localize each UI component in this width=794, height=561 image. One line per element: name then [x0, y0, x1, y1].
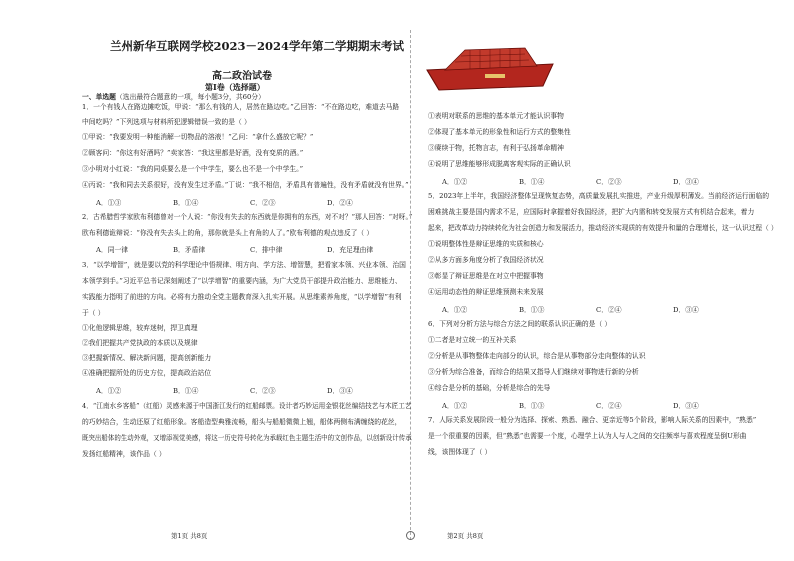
option-c[interactable]: C．②③	[250, 199, 276, 207]
q1-line: ③小明对小红说：“我的同桌要么是一个中学生，要么也不是一个中学生。”	[82, 165, 304, 173]
page-number-right: 第2页 共8页	[447, 532, 484, 540]
q5-line: ③彰显了辩证思维是在对立中把握事物	[428, 272, 544, 280]
q1-line: 1．一个有钱人在路边摊吃饭，甲说：“那么有钱的人，居然在路边吃。”乙回答：“不在路边吃，难道去马路	[82, 103, 400, 111]
q6-line: 6．下列对分析方法与综合方法之间的联系认识正确的是（ ）	[428, 320, 612, 328]
q3-line: 本领学到手。”习近平总书记深刻阐述了“以学增智”的重要内涵，为广大党员干部提升政治能力、思维能力、	[82, 277, 402, 285]
option-d[interactable]: D．③④	[673, 178, 699, 186]
q7-line: 7．人际关系发展阶段一般分为选择、探索、熟悉、融合、更亲近等5个阶段，影响人际关系的因素中，“熟悉”	[428, 416, 757, 424]
q3-line: ③把握新情况、解决新问题，提高创新能力	[82, 354, 212, 362]
option-c[interactable]: C．②④	[596, 306, 622, 314]
q4-line: 发扬红船精神，该作品（ ）	[82, 450, 166, 458]
q1-line: ②顾客问：“你这有好酒吗？”卖家答：“我这里都是好酒，没有变质的酒。”	[82, 149, 304, 157]
q7-line: 是一个很重要的因素，但“熟悉”也需要一个度，心理学上认为人与人之间的交往频率与喜欢程度呈倒U形曲	[428, 432, 747, 440]
q4-statement: ③赓续于物，托物言志，有利于弘扬革命精神	[428, 144, 564, 152]
q4-line: 4．“江南水乡客船”（红船）灵感来源于中国浙江发行的红船邮票。设计者巧妙运用金银花丝编结技艺与木匠工艺	[82, 402, 412, 410]
q1-options	[96, 197, 404, 207]
option-b[interactable]: B．①③	[519, 306, 545, 314]
option-d[interactable]: D．③④	[673, 402, 699, 410]
q4-line: 的巧妙结合，生动还原了红船形象。客船造型典雅流畅，船头与船船微微上翘，船体两侧布满缠绕的花丝，	[82, 418, 402, 426]
q4-statement: ④说明了思维能够形成脱离客观实际的正确认识	[428, 160, 571, 168]
option-b[interactable]: B．①④	[173, 199, 199, 207]
option-a[interactable]: A．同一律	[96, 246, 129, 254]
q5-line: 起来，把改革动力持续转化为社会创造力和发展活力，推动经济实现质的有效提升和量的合理增长，这一认识过程（ ）	[428, 224, 778, 232]
option-a[interactable]: A．①②	[442, 402, 468, 410]
option-b[interactable]: B．①③	[519, 402, 545, 410]
option-d[interactable]: D．充足理由律	[327, 246, 374, 254]
q5-line: 困难挑战主要是国内需求不足，应国际时拿握着好我国经济，把扩大内需和转变发展方式有机结合起来，着力	[428, 208, 755, 216]
section-heading-note: （选出最符合题意的一项，每小题3分，共60分）	[115, 93, 265, 101]
q3-line: 于（ ）	[82, 309, 105, 317]
section-heading-label: 一、单选题	[82, 93, 116, 101]
exam-title: 兰州新华互联网学校2023－2024学年第二学期期末考试	[110, 39, 405, 53]
q5-options	[442, 304, 750, 314]
option-d[interactable]: D．③④	[673, 306, 699, 314]
q5-line: 5．2023年上半年，我国经济整体呈现恢复态势，高质量发展扎实推进，产业升级厚积薄发。当前经济运行面临的	[428, 192, 770, 200]
q1-line: ①甲说：“我要发明一种能消解一切物品的溶液！”乙问：“拿什么盛放它呢？”	[82, 133, 314, 141]
q3-line: 实践能力指明了前进的方向。必将有力推动全党主题教育深入扎实开展。从思维素养角度，“以学增智”有利	[82, 293, 402, 301]
q6-line: ④综合是分析的基础，分析是综合的先导	[428, 384, 551, 392]
q1-line: ④丙说：“我和同去关系很好，没有发生过矛盾。”丁说：“我不相信，矛盾具有普遍性，没有矛盾就没有世界。”	[82, 181, 409, 189]
option-b[interactable]: B．矛盾律	[173, 246, 206, 254]
red-boat-image	[425, 40, 555, 96]
q3-options	[96, 385, 404, 395]
option-a[interactable]: A．①②	[96, 387, 122, 395]
q4-statement: ①表明对联系的思维的基本单元才能认识事物	[428, 112, 564, 120]
q2-line: 欧布利德诡辩说：“你没有失去头上的角，那你就是头上有角的人了。”欧布利德的观点违反了（ ）	[82, 229, 374, 237]
volume-heading: 第Ⅰ卷（选择题）	[205, 82, 265, 92]
option-c[interactable]: C．②③	[250, 387, 276, 395]
q3-line: ④准确把握所处的历史方位，提高政治站位	[82, 369, 212, 377]
q3-line: ②我们把握共产党执政的本质以及规律	[82, 339, 198, 347]
q5-line: ①说明整体性是辩证思维的实质和核心	[428, 240, 544, 248]
q2-options	[96, 244, 404, 254]
exam-subtitle: 高二政治试卷	[212, 71, 272, 82]
page-number-left: 第1页 共8页	[171, 532, 208, 540]
q6-line: ③分析为综合准备，而综合的结果又指导人们继续对事物进行新的分析	[428, 368, 639, 376]
q5-line: ②从多方面多角度分析了我国经济状况	[428, 256, 544, 264]
q4-line: 既突出船体的生动外观，又增添视觉美感，将这一历史符号转化为承载红色主题生活中的文创作品，以创新设计传承	[82, 434, 412, 442]
option-d[interactable]: D．③④	[327, 387, 353, 395]
option-b[interactable]: B．①④	[173, 387, 199, 395]
option-c[interactable]: C．②④	[596, 402, 622, 410]
q4-options	[442, 176, 750, 186]
q1-line: 中间吃吗？”下列选项与材料所犯逻辑错误一致的是（ ）	[82, 118, 251, 126]
option-c[interactable]: C．排中律	[250, 246, 283, 254]
option-d[interactable]: D．②④	[327, 199, 353, 207]
q6-line: ②分析是从事物整体走向部分的认识，综合是从事物部分走向整体的认识	[428, 352, 646, 360]
option-c[interactable]: C．②③	[596, 178, 622, 186]
q2-line: 2．古希腊哲学家欧布利德曾对一个人说：“你没有失去的东西就是你拥有的东西，对不对？”那人回答：“对呀。”	[82, 213, 413, 221]
q6-options	[442, 400, 750, 410]
q3-line: 3．“以学增智”，就是要以党的科学理论中悟规律、明方向、学方法、增智慧，把看家本领、兴业本领、治国	[82, 261, 406, 269]
option-a[interactable]: A．①③	[96, 199, 122, 207]
option-a[interactable]: A．①②	[442, 306, 468, 314]
q4-statement: ②体现了基本单元的形象性和运行方式的整集性	[428, 128, 571, 136]
q7-line: 线，该图体现了（ ）	[428, 448, 492, 456]
option-b[interactable]: B．①④	[519, 178, 545, 186]
option-a[interactable]: A．①②	[442, 178, 468, 186]
q3-line: ①化他逻辑思维，较弃迷树，捍卫真理	[82, 324, 198, 332]
q6-line: ①二者是对立统一的互补关系	[428, 336, 517, 344]
section-heading	[82, 93, 265, 102]
q5-line: ④运用动态性的辩证思维预测未来发展	[428, 288, 544, 296]
